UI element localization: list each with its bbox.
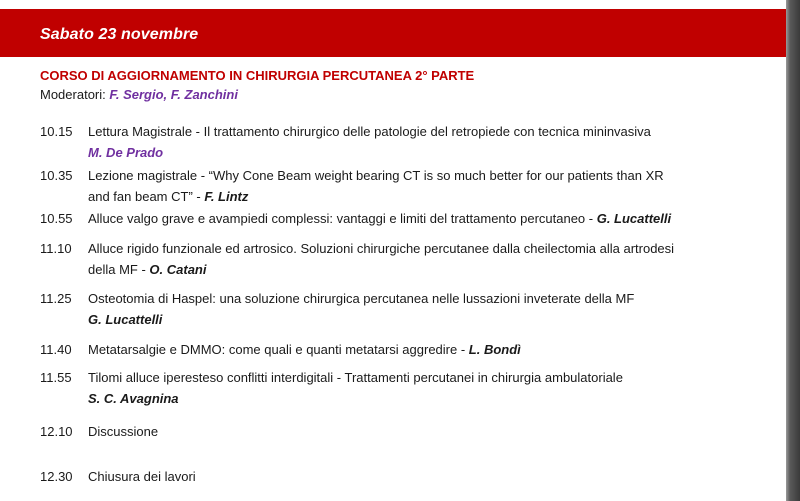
entry-time: 11.25 [40,291,72,306]
day-title: Sabato 23 novembre [40,26,199,43]
entry-speaker: L. Bondì [468,342,521,357]
entry-time: 11.10 [40,241,72,256]
entry-title: Osteotomia di Haspel: una soluzione chirurgica percutanea nelle lussazioni inveterate della MF [88,291,635,306]
entry-body [88,165,786,207]
entry-title: Chiusura dei lavori [88,469,196,484]
entry-title: Alluce rigido funzionale ed artrosico. Soluzioni chirurgiche percutanee dalla cheilectomia alla artrodesi [88,241,675,256]
entry-title: Lettura Magistrale - Il trattamento chirurgico delle patologie del retropiede con tecnica mininvasiva [88,124,651,139]
viewer-background [786,0,800,501]
moderators-label: Moderatori: [40,87,110,102]
entry-speaker: F. Lintz [204,189,249,204]
entry-body [88,339,786,360]
entry-title: Alluce valgo grave e avampiedi complessi: vantaggi e limiti del trattamento percutaneo - [88,211,597,226]
entry-time: 10.55 [40,211,73,226]
entry-title-continued: and fan beam CT” - [88,189,205,204]
course-title: CORSO DI AGGIORNAMENTO IN CHIRURGIA PERCUTANEA 2° PARTE [40,68,475,83]
entry-body [88,121,786,163]
entry-title: Metatarsalgie e DMMO: come quali e quanti metatarsi aggredire - [88,342,469,357]
entry-title: Discussione [88,424,159,439]
day-banner [0,9,786,57]
entry-speaker: S. C. Avagnina [88,391,179,406]
entry-time: 11.40 [40,342,72,357]
entry-time: 10.35 [40,168,73,183]
entry-speaker: M. De Prado [88,145,164,160]
entry-title: Lezione magistrale - “Why Cone Beam weight bearing CT is so much better for our patients than XR [88,168,664,183]
moderators-line [40,87,238,102]
entry-time: 12.30 [40,469,73,484]
entry-title-continued: della MF - [88,262,150,277]
entry-speaker: G. Lucattelli [596,211,672,226]
entry-time: 11.55 [40,370,72,385]
entry-body [88,288,786,330]
entry-body [88,466,786,487]
entry-body [88,208,786,229]
entry-time: 12.10 [40,424,73,439]
entry-time: 10.15 [40,124,73,139]
entry-body [88,421,786,442]
entry-body [88,238,786,280]
entry-speaker: O. Catani [149,262,207,277]
page-top-margin [0,0,786,9]
moderators-names: F. Sergio, F. Zanchini [109,87,238,102]
entry-body [88,367,786,409]
entry-title: Tilomi alluce iperesteso conflitti interdigitali - Trattamenti percutanei in chirurgia ambulatoriale [88,370,623,385]
entry-speaker: G. Lucattelli [88,312,163,327]
